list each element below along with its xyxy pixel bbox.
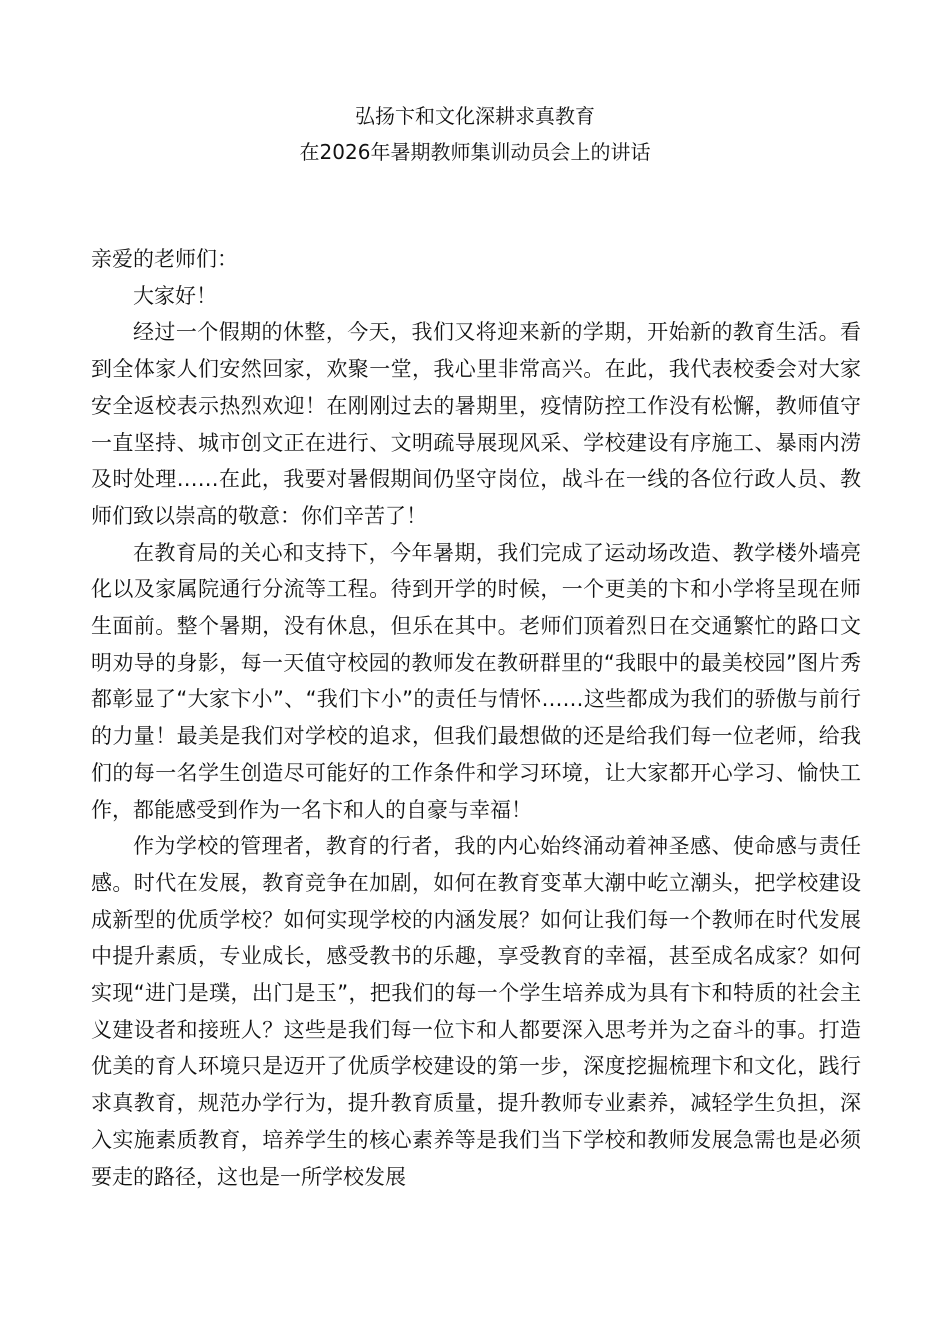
document-body — [91, 241, 861, 1195]
paragraph-greeting: 大家好！ — [133, 283, 217, 308]
paragraph-3: 作为学校的管理者，教育的行者，我的内心始终涌动着神圣感、使命感与责任感。时代在发展，教育竞争在加剧，如何在教育变革大潮中屹立潮头，把学校建设成新型的优质学校？如何实现学校的内涵发展？如何让我们每一个教师在时代发展中提升素质，专业成长，感受教书的乐趣，享受教育的幸福，甚至成名成家？如何实现“进门是璞，出门是玉”，把我们的每一个学生培养成为具有卞和特质的社会主义建设者和接班人？这些是我们每一位卞和人都要深入思考并为之奋斗的事。打造优美的育人环境只是迈开了优质学校建设的第一步，深度挖掘梳理卞和文化，践行求真教育，规范办学行为，提升教育质量，提升教师专业素养，减轻学生负担，深入实施素质教育，培养学生的核心素养等是我们当下学校和教师发展急需也是必须要走的路径，这也是一所学校发展 — [91, 834, 861, 1189]
document-title: 弘扬卞和文化深耕求真教育 — [355, 104, 595, 128]
paragraph-2: 在教育局的关心和支持下，今年暑期，我们完成了运动场改造、教学楼外墙亮化以及家属院通行分流等工程。待到开学的时候，一个更美的卞和小学将呈现在师生面前。整个暑期，没有休息，但乐在其中。老师们顶着烈日在交通繁忙的路口文明劝导的身影，每一天值守校园的教师发在教研群里的“我眼中的最美校园”图片秀都彰显了“大家卞小”、“我们卞小”的责任与情怀……这些都成为我们的骄傲与前行的力量！最美是我们对学校的追求，但我们最想做的还是给我们每一位老师，给我们的每一名学生创造尽可能好的工作条件和学习环境，让大家都开心学习、愉快工作，都能感受到作为一名卞和人的自豪与幸福！ — [91, 540, 861, 822]
document-subtitle: 在2026年暑期教师集训动员会上的讲话 — [299, 140, 651, 164]
title-block — [0, 98, 950, 170]
paragraph-1: 经过一个假期的休整，今天，我们又将迎来新的学期，开始新的教育生活。看到全体家人们安然回家，欢聚一堂，我心里非常高兴。在此，我代表校委会对大家安全返校表示热烈欢迎！在刚刚过去的暑期里，疫情防控工作没有松懈，教师值守一直坚持、城市创文正在进行、文明疏导展现风采、学校建设有序施工、暴雨内涝及时处理……在此，我要对暑假期间仍坚守岗位，战斗在一线的各位行政人员、教师们致以崇高的敬意：你们辛苦了！ — [91, 320, 861, 528]
salutation: 亲爱的老师们： — [91, 247, 238, 271]
